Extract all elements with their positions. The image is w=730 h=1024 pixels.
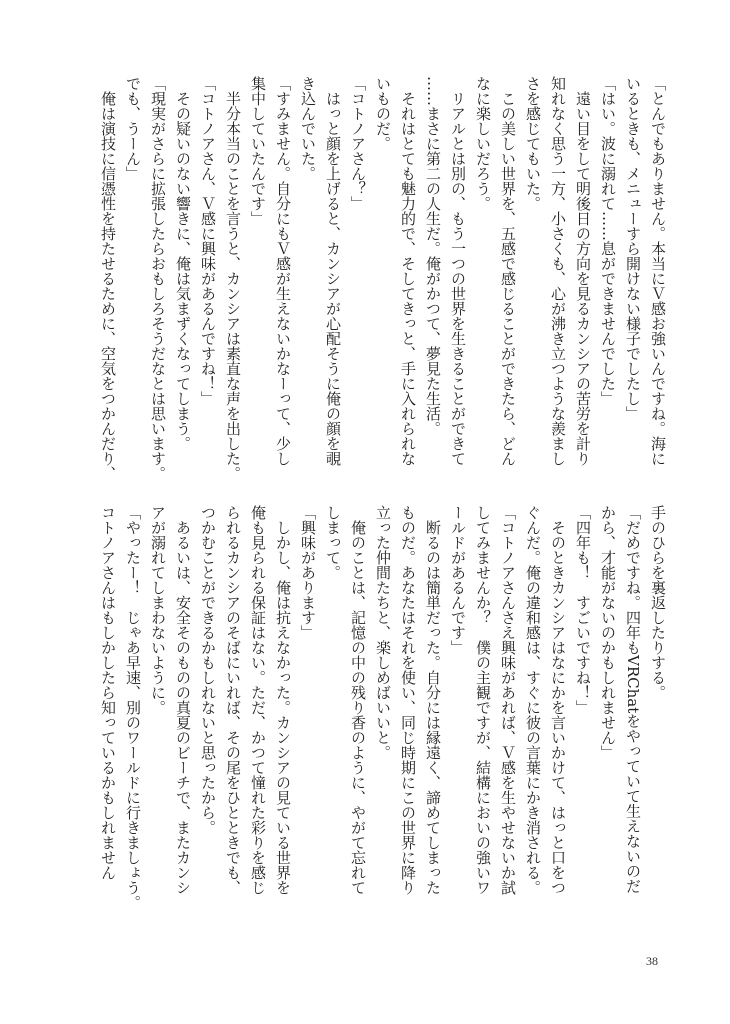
text-line: 知れなく思う一方、小さくも、心が沸き立つような羨まし — [549, 76, 567, 466]
text-block-top — [93, 76, 670, 481]
text-line: ……まさに第二の人生だ。俺がかつて、夢見た生活。 — [424, 76, 442, 436]
text-line: 俺も見られる保証はない。ただ、かつて憧れた彩りを感じ — [249, 505, 267, 895]
text-line: 手のひらを裏返したりする。 — [649, 505, 667, 700]
text-line: しかし、俺は抗えなかった。カンシアの見ている世界を — [274, 505, 292, 895]
text-line: 断るのは簡単だった。自分には縁遠く、諦めてしまった — [424, 505, 442, 895]
text-line: 俺は演技に信憑性を持たせるために、空気をつかんだり、 — [99, 76, 117, 481]
text-line: なに楽しいだろう。 — [474, 76, 492, 211]
text-line: しまって。 — [324, 505, 342, 580]
text-line: 「興味があります」 — [299, 505, 317, 640]
text-line: 「コトノアさんさえ興味があれば、Ｖ感を生やせないか試 — [499, 505, 517, 895]
text-line: ールドがあるんです」 — [449, 505, 467, 655]
text-line: 「とんでもありません。本当にＶ感お強いんですね。海に — [649, 76, 667, 466]
text-line: 「コトノアさん？」 — [349, 76, 367, 211]
text-line: いものだ。 — [374, 76, 392, 151]
text-line: コトノアさんはもしかしたら知っているかもしれません — [99, 505, 117, 880]
text-line: られるカンシアのそばにいれば、その尾をひとときでも、 — [224, 505, 242, 895]
text-line: 半分本当のことを言うと、カンシアは素直な声を出した。 — [224, 76, 242, 481]
text-line: 俺のことは、記憶の中の残り香のように、やがて忘れて — [349, 505, 367, 895]
text-line: はっと顔を上げると、カンシアが心配そうに俺の顔を覗 — [324, 76, 342, 466]
text-line: いるときも、メニューすら開けない様子でしたし」 — [624, 76, 642, 421]
text-line: 立った仲間たちと、楽しめばいいと。 — [374, 505, 392, 760]
text-line: 遠い目をして明後日の方向を見るカンシアの苦労を計り — [574, 76, 592, 466]
text-line: さを感じてもいた。 — [524, 76, 542, 211]
text-line: 「すみません。自分にもＶ感が生えないかなーって、少し — [274, 76, 292, 466]
text-line: 集中していたんです」 — [249, 76, 267, 226]
text-line: から、才能がないのかもしれません」 — [599, 505, 617, 760]
text-line: 「だめですね。四年もVRChatをやっていて生えないのだ — [624, 505, 642, 894]
text-line: 「はい。波に溺れて……息ができませんでした」 — [599, 76, 617, 406]
text-line: 「現実がさらに拡張したらおもしろそうだなとは思います。 — [149, 76, 167, 481]
text-line: その疑いのない響きに、俺は気まずくなってしまう。 — [174, 76, 192, 451]
text-line: 「四年も！ すごいですね！」 — [574, 505, 592, 715]
text-line: アが溺れてしまわないように。 — [149, 505, 167, 715]
text-line: ぐんだ。俺の違和感は、すぐに彼の言葉にかき消される。 — [524, 505, 542, 895]
text-line: それはとても魅力的で、そしてきっと、手に入れられな — [399, 76, 417, 466]
text-line: ものだ。あなたはそれを使い、同じ時期にこの世界に降り — [399, 505, 417, 895]
text-line: してみませんか？ 僕の主観ですが、結構においの強いワ — [474, 505, 492, 895]
text-line: 「コトノアさん、Ｖ感に興味があるんですね！」 — [199, 76, 217, 406]
text-block-bottom — [93, 505, 670, 910]
text-line: そのときカンシアはなにかを言いかけて、はっと口をつ — [549, 505, 567, 895]
text-line: でも、うーん」 — [124, 76, 142, 181]
text-line: 「やったー！ じゃあ早速、別のワールドに行きましょう。 — [124, 505, 142, 910]
text-line: この美しい世界を、五感で感じることができたら、どん — [499, 76, 517, 466]
text-line: つかむことができるかもしれないと思ったから。 — [199, 505, 217, 835]
text-line: リアルとは別の、もう一つの世界を生きることができて — [449, 76, 467, 466]
text-line: き込んでいた。 — [299, 76, 317, 181]
page-number: 38 — [646, 954, 658, 968]
text-line: あるいは、安全そのものの真夏のビーチで、またカンシ — [174, 505, 192, 895]
